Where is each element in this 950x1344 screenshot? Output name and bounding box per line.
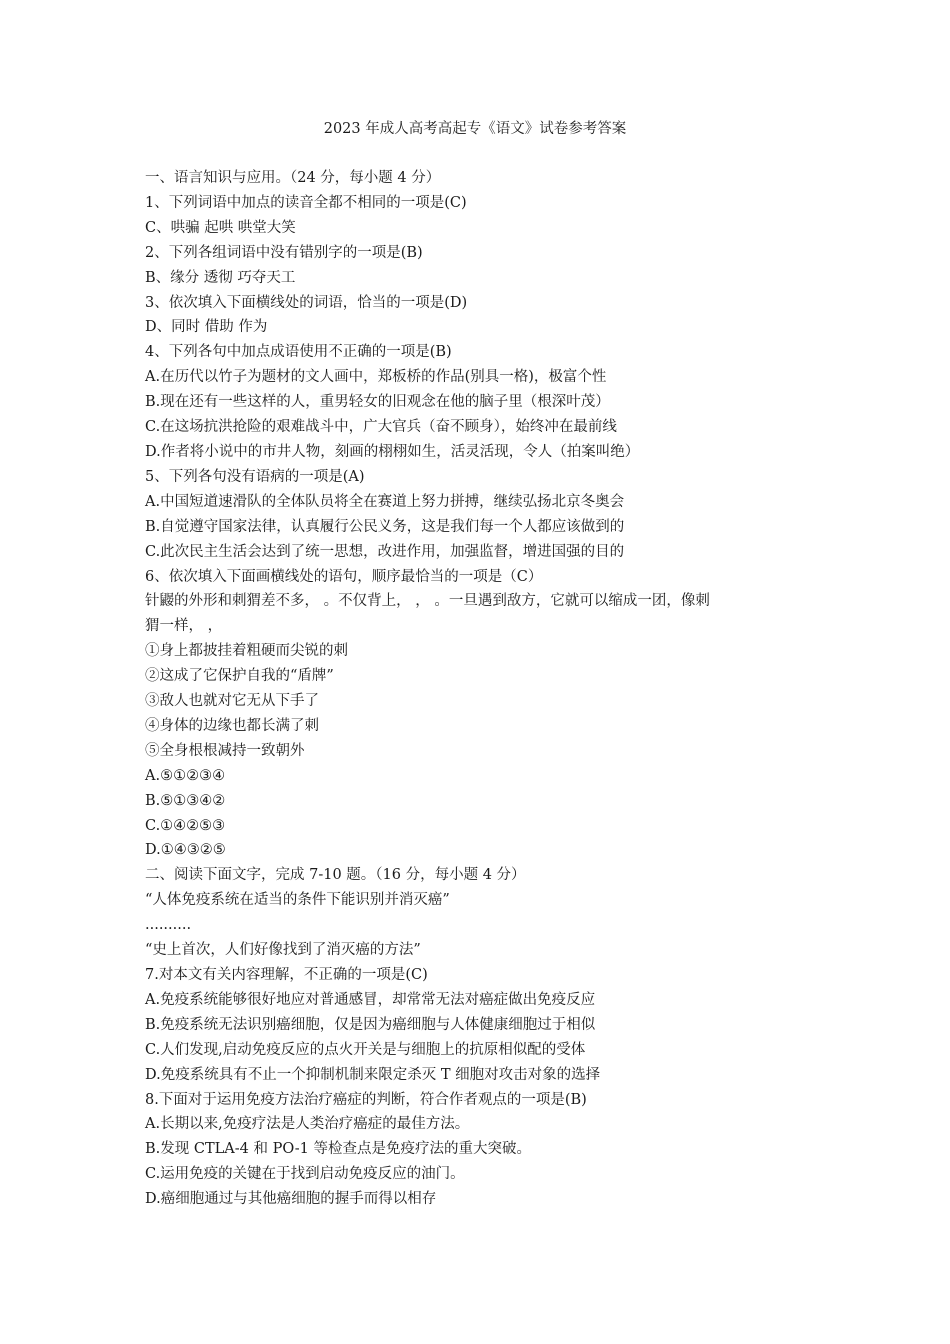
question-line: 2、下列各组词语中没有错别字的一项是(B) — [145, 244, 423, 261]
option-line: D.①④③②⑤ — [145, 842, 226, 859]
sentence-item: ②这成了它保护自我的“盾牌” — [145, 668, 334, 685]
question-line: 1、下列词语中加点的读音全都不相同的一项是(C) — [145, 194, 467, 211]
question-line: 8.下面对于运用免疫方法治疗癌症的判断，符合作者观点的一项是(B) — [145, 1091, 587, 1108]
sentence-item: ①身上都披挂着粗硬而尖锐的刺 — [145, 643, 348, 660]
option-line: B.自觉遵守国家法律，认真履行公民义务，这是我们每一个人都应该做到的 — [145, 518, 625, 535]
option-line: C.人们发现,启动免疫反应的点火开关是与细胞上的抗原相似配的受体 — [145, 1041, 586, 1058]
passage-line: “史上首次，人们好像找到了消灭癌的方法” — [145, 942, 421, 959]
option-line: D.免疫系统具有不止一个抑制机制来限定杀灭 T 细胞对攻击对象的选择 — [145, 1066, 601, 1083]
option-line: A.⑤①②③④ — [145, 767, 226, 784]
question-line: 5、下列各句没有语病的一项是(A) — [145, 468, 365, 485]
option-line: B.现在还有一些这样的人，重男轻女的旧观念在他的脑子里（根深叶茂） — [145, 394, 610, 411]
option-line: B.免疫系统无法识别癌细胞，仅是因为癌细胞与人体健康细胞过于相似 — [145, 1016, 596, 1033]
question-line: 7.对本文有关内容理解，不正确的一项是(C) — [145, 967, 428, 983]
question-line: 6、依次填入下面画横线处的语句，顺序最恰当的一项是（C） — [145, 568, 543, 585]
question-line: 4、下列各句中加点成语使用不正确的一项是(B) — [145, 344, 452, 361]
answer-line: C、哄骗 起哄 哄堂大笑 — [145, 219, 296, 236]
question-line: 3、依次填入下面横线处的词语，恰当的一项是(D) — [145, 294, 468, 311]
option-line: C.运用免疫的关键在于找到启动免疫反应的油门。 — [145, 1166, 465, 1183]
page-title: 2023 年成人高考高起专《语文》试卷参考答案 — [323, 121, 627, 137]
option-line: A.免疫系统能够很好地应对普通感冒，却常常无法对癌症做出免疫反应 — [145, 991, 596, 1008]
section-heading: 二、阅读下面文字，完成 7-10 题。（16 分，每小题 4 分） — [145, 867, 526, 884]
option-line: C.①④②⑤③ — [145, 817, 226, 834]
sentence-item: ④身体的边缘也都长满了刺 — [145, 717, 319, 734]
passage-line: “人体免疫系统在适当的条件下能识别并消灭癌” — [145, 892, 450, 909]
passage-line: 针鼹的外形和刺猬差不多， 。不仅背上， ， 。一旦遇到敌方，它就可以缩成一团，像刺 — [145, 593, 710, 610]
ellipsis-line: .......... — [145, 917, 192, 934]
passage-line: 猬一样， ， — [145, 618, 223, 635]
option-line: B.发现 CTLA-4 和 PO-1 等检查点是免疫疗法的重大突破。 — [145, 1141, 531, 1158]
sentence-item: ③敌人也就对它无从下手了 — [145, 693, 319, 710]
option-line: A.在历代以竹子为题材的文人画中，郑板桥的作品(别具一格)，极富个性 — [145, 369, 607, 386]
answer-line: D、同时 借助 作为 — [145, 319, 268, 336]
option-line: D.癌细胞通过与其他癌细胞的握手而得以相存 — [145, 1191, 437, 1208]
option-line: A.长期以来,免疫疗法是人类治疗癌症的最佳方法。 — [145, 1116, 470, 1133]
section-heading: 一、语言知识与应用。（24 分，每小题 4 分） — [145, 170, 441, 186]
option-line: A.中国短道速滑队的全体队员将全在赛道上努力拼搏，继续弘扬北京冬奥会 — [145, 493, 625, 510]
option-line: D.作者将小说中的市井人物，刻画的栩栩如生，活灵活现，令人（拍案叫绝） — [145, 443, 640, 460]
sentence-item: ⑤全身根根减持一致朝外 — [145, 742, 305, 759]
option-line: C.此次民主生活会达到了统一思想，改进作用，加强监督，增进国强的目的 — [145, 543, 625, 560]
option-line: B.⑤①③④② — [145, 792, 226, 809]
option-line: C.在这场抗洪抢险的艰难战斗中，广大官兵（奋不顾身），始终冲在最前线 — [145, 419, 617, 436]
answer-line: B、缘分 透彻 巧夺天工 — [145, 269, 296, 286]
document-body — [145, 166, 825, 1212]
